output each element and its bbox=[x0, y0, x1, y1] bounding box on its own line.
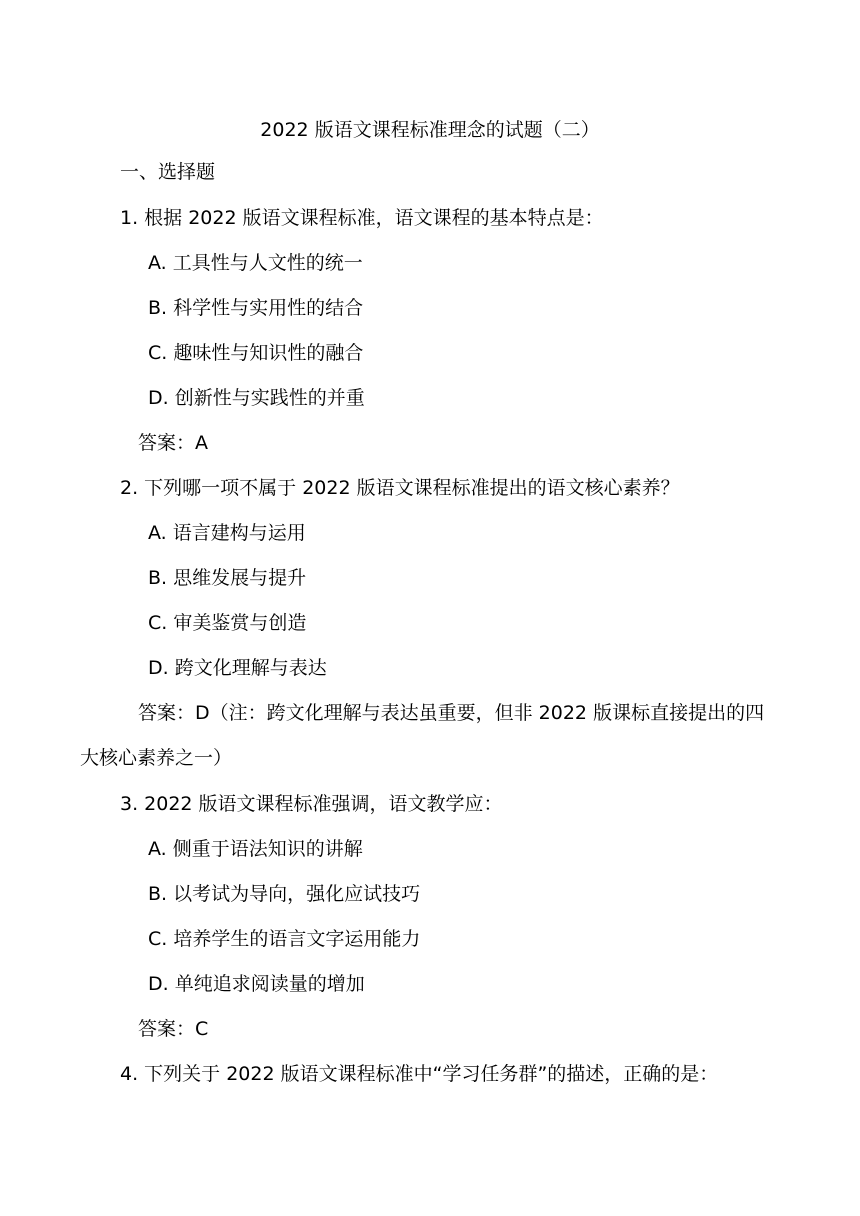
question-1-stem: 1. 根据 2022 版语文课程标准，语文课程的基本特点是： bbox=[120, 207, 604, 229]
question-2-stem: 2. 下列哪一项不属于 2022 版语文课程标准提出的语文核心素养？ bbox=[120, 477, 680, 499]
question-1-option-c: C. 趣味性与知识性的融合 bbox=[148, 342, 364, 364]
question-2-option-c: C. 审美鉴赏与创造 bbox=[148, 612, 307, 634]
question-1-option-a: A. 工具性与人文性的统一 bbox=[148, 252, 363, 274]
section-heading: 一、选择题 bbox=[120, 161, 216, 183]
question-2-option-b: B. 思维发展与提升 bbox=[148, 567, 307, 589]
question-2-option-d: D. 跨文化理解与表达 bbox=[148, 657, 327, 679]
question-1-answer: 答案：A bbox=[138, 432, 208, 454]
question-1-option-d: D. 创新性与实践性的并重 bbox=[148, 387, 365, 409]
question-1-option-b: B. 科学性与实用性的结合 bbox=[148, 297, 364, 319]
question-3-option-c: C. 培养学生的语言文字运用能力 bbox=[148, 928, 421, 950]
question-2-option-a: A. 语言建构与运用 bbox=[148, 522, 306, 544]
question-2-answer-continued: 大核心素养之一） bbox=[80, 747, 233, 769]
question-2-answer: 答案：D（注：跨文化理解与表达虽重要，但非 2022 版课标直接提出的四 bbox=[138, 702, 765, 724]
question-4-stem: 4. 下列关于 2022 版语文课程标准中“学习任务群”的描述，正确的是： bbox=[120, 1063, 719, 1085]
page-title: 2022 版语文课程标准理念的试题（二） bbox=[260, 119, 600, 141]
question-3-answer: 答案：C bbox=[138, 1018, 209, 1040]
question-3-option-b: B. 以考试为导向，强化应试技巧 bbox=[148, 883, 421, 905]
question-3-stem: 3. 2022 版语文课程标准强调，语文教学应： bbox=[120, 793, 503, 815]
question-3-option-d: D. 单纯追求阅读量的增加 bbox=[148, 973, 365, 995]
question-3-option-a: A. 侧重于语法知识的讲解 bbox=[148, 838, 363, 860]
